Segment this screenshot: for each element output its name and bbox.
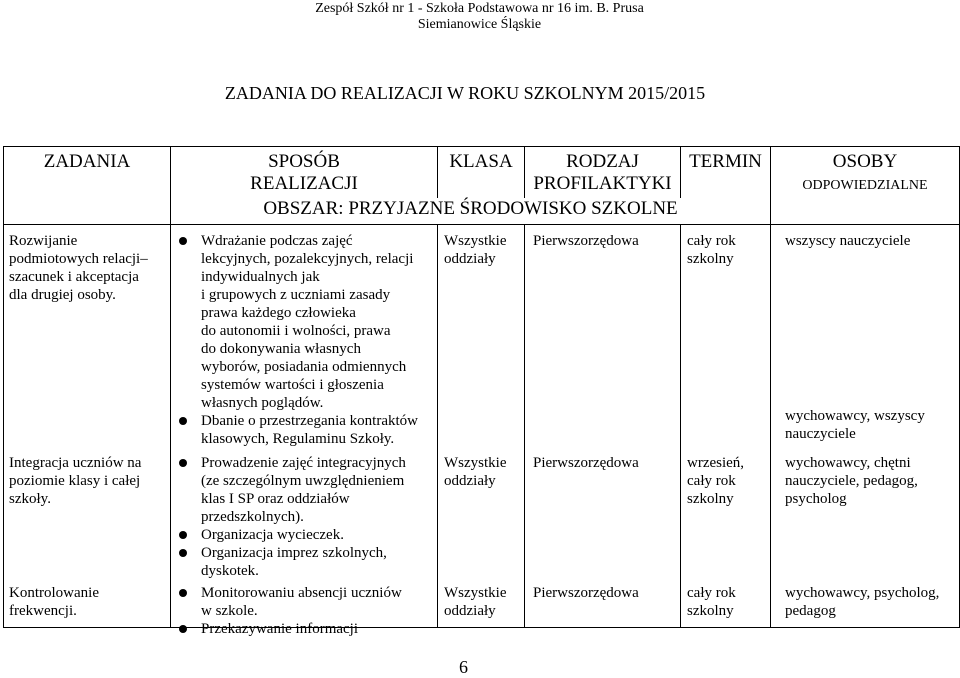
sposob-list-1 xyxy=(171,232,437,448)
klasa-1: Wszystkie oddziały xyxy=(444,232,507,267)
list-item: Monitorowaniu absencji uczniów w szkole. xyxy=(171,584,437,620)
document-title: ZADANIA DO REALIZACJI W ROKU SZKOLNYM 2015/2015 xyxy=(224,83,706,103)
task-1: Rozwijanie podmiotowych relacji– szacunek i akceptacja dla drugiej osoby. xyxy=(9,232,148,303)
sposob-list-2 xyxy=(171,454,437,580)
termin-1: cały rok szkolny xyxy=(687,232,736,267)
osoby-cell xyxy=(771,224,960,627)
klasa-cell xyxy=(438,224,525,627)
list-item: Organizacja imprez szkolnych, dyskotek. xyxy=(171,544,437,580)
task-3: Kontrolowanie frekwencji. xyxy=(9,584,99,619)
list-item: Przekazywanie informacji xyxy=(171,620,437,638)
list-item: Wdrażanie podczas zajęć lekcyjnych, pozalekcyjnych, relacji indywidualnych jak i grupowych z uczniami zasady prawa każdego człowieka do autonomii i wolności, prawa do dokonywania własnych wyborów, posiadania odmiennych systemów wartości i głoszenia własnych poglądów. xyxy=(171,232,437,412)
osoby-1: wszyscy nauczyciele xyxy=(785,232,911,249)
klasa-2: Wszystkie oddziały xyxy=(444,454,507,489)
rodzaj-1: Pierwszorzędowa xyxy=(533,232,639,249)
osoby-3: wychowawcy, psycholog, pedagog xyxy=(785,584,940,619)
rodzaj-3: Pierwszorzędowa xyxy=(533,584,639,601)
col-header-rodzaj: RODZAJ PROFILAKTYKI xyxy=(525,147,681,198)
termin-3: cały rok szkolny xyxy=(687,584,736,619)
page-number: 6 xyxy=(459,657,468,677)
rodzaj-2: Pierwszorzędowa xyxy=(533,454,639,471)
col-header-klasa: KLASA xyxy=(438,147,525,198)
osoby-1b: wychowawcy, wszyscy nauczyciele xyxy=(785,407,925,442)
osoby-2: wychowawcy, chętni nauczyciele, pedagog, psycholog xyxy=(785,454,918,507)
list-item: Organizacja wycieczek. xyxy=(171,526,437,544)
zadania-cell xyxy=(4,224,171,627)
termin-2: wrzesień, cały rok szkolny xyxy=(687,454,745,507)
school-name: Zespół Szkół nr 1 - Szkoła Podstawowa nr 16 im. B. Prusa xyxy=(315,1,644,16)
col-header-osoby: OSOBY ODPOWIEDZIALNE xyxy=(771,147,960,225)
sposob-list-3 xyxy=(171,584,437,638)
col-header-sposob: SPOSÓB REALIZACJI xyxy=(171,147,438,198)
rodzaj-cell xyxy=(525,224,681,627)
task-2: Integracja uczniów na poziomie klasy i całej szkoły. xyxy=(9,454,142,507)
list-item: Dbanie o przestrzegania kontraktów klasowych, Regulaminu Szkoły. xyxy=(171,412,437,448)
tasks-table xyxy=(3,146,960,637)
klasa-3: Wszystkie oddziały xyxy=(444,584,507,619)
area-heading: OBSZAR: PRZYJAZNE ŚRODOWISKO SZKOLNE xyxy=(171,198,771,225)
termin-cell xyxy=(681,224,771,627)
sposob-cell xyxy=(171,224,438,637)
list-item: Prowadzenie zajęć integracyjnych (ze szczególnym uwzględnieniem klas I SP oraz oddziałów przedszkolnych). xyxy=(171,454,437,526)
school-city: Siemianowice Śląskie xyxy=(417,17,542,32)
col-header-termin: TERMIN xyxy=(681,147,771,198)
col-header-zadania: ZADANIA xyxy=(4,147,171,225)
